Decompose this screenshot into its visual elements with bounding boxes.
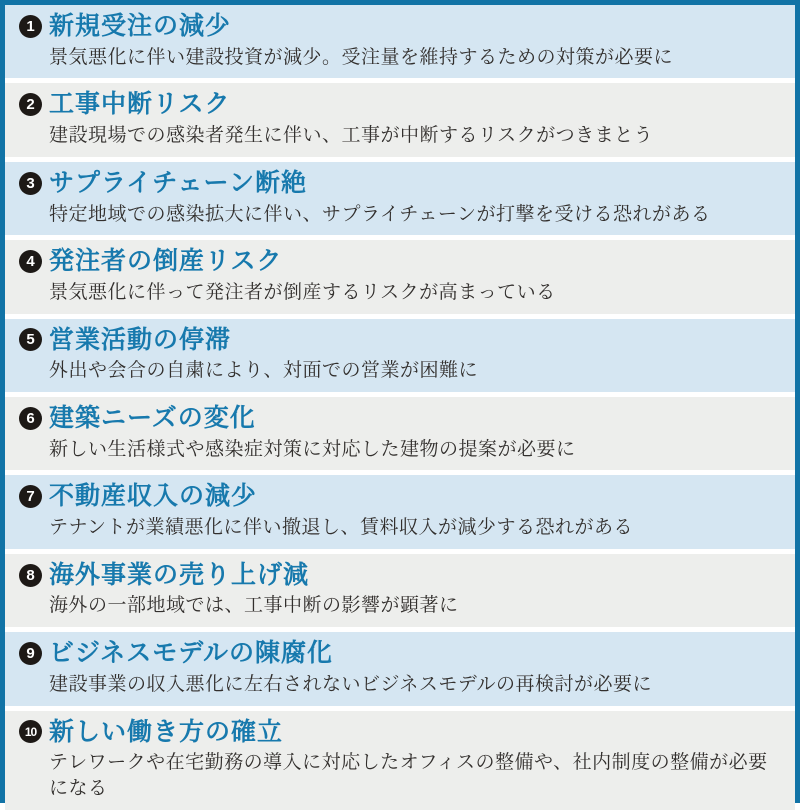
- item-description: 景気悪化に伴って発注者が倒産するリスクが高まっている: [49, 281, 556, 303]
- item-description: 外出や会合の自粛により、対面での営業が困難に: [49, 360, 479, 382]
- item-title-row: [19, 247, 781, 276]
- item-description: 建設事業の収入悪化に左右されないビジネスモデルの再検討が必要に: [49, 673, 652, 695]
- item-number-badge: 4: [19, 250, 42, 273]
- item-title-row: [19, 639, 781, 668]
- item-title: 不動産収入の減少: [49, 482, 258, 511]
- list-item: [5, 319, 795, 392]
- list-item: [5, 240, 795, 313]
- item-description: 建設現場での感染者発生に伴い、工事が中断するリスクがつきまとう: [49, 125, 654, 147]
- list-item: [5, 475, 795, 548]
- item-title: 新しい働き方の確立: [49, 717, 284, 746]
- item-title-row: [19, 90, 781, 119]
- item-number-badge: 5: [19, 328, 42, 351]
- list-item: [5, 162, 795, 235]
- item-title: 海外事業の売り上げ減: [49, 560, 310, 589]
- item-number-badge: 1: [19, 15, 42, 38]
- item-title-row: [19, 561, 781, 590]
- list-item: [5, 397, 795, 470]
- item-title-row: [19, 718, 781, 747]
- item-number-badge: 3: [19, 172, 42, 195]
- item-title: 新規受注の減少: [49, 12, 232, 40]
- item-title: 営業活動の停滞: [49, 325, 232, 354]
- item-description: 新しい生活様式や感染症対策に対応した建物の提案が必要に: [49, 438, 576, 460]
- item-description: テナントが業績悪化に伴い撤退し、賃料収入が減少する恐れがある: [49, 517, 634, 539]
- item-title: 建築ニーズの変化: [49, 403, 256, 432]
- item-title: サプライチェーン断絶: [49, 168, 308, 197]
- item-number-badge: 2: [19, 93, 42, 116]
- item-number-badge: 10: [19, 720, 42, 743]
- item-title: ビジネスモデルの陳腐化: [49, 639, 334, 668]
- item-title-row: [19, 404, 781, 433]
- item-description: 景気悪化に伴い建設投資が減少。受注量を維持するための対策が必要に: [49, 46, 674, 68]
- item-title-row: [19, 482, 781, 511]
- item-title-row: [19, 12, 781, 41]
- list-item: [5, 5, 795, 78]
- item-title: 工事中断リスク: [49, 90, 231, 119]
- item-number-badge: 8: [19, 564, 42, 587]
- item-title-row: [19, 169, 781, 198]
- item-title: 発注者の倒産リスク: [49, 247, 283, 276]
- list-item: [5, 632, 795, 705]
- list-item: [5, 83, 795, 156]
- item-number-badge: 7: [19, 485, 42, 508]
- item-description: 海外の一部地域では、工事中断の影響が顕著に: [49, 595, 459, 617]
- item-title-row: [19, 326, 781, 355]
- list-item: [5, 711, 795, 810]
- item-description: テレワークや在宅勤務の導入に対応したオフィスの整備や、社内制度の整備が必要になる: [49, 752, 768, 799]
- item-number-badge: 6: [19, 407, 42, 430]
- list-item: [5, 554, 795, 627]
- item-description: 特定地域での感染拡大に伴い、サプライチェーンが打撃を受ける恐れがある: [49, 203, 711, 225]
- item-number-badge: 9: [19, 642, 42, 665]
